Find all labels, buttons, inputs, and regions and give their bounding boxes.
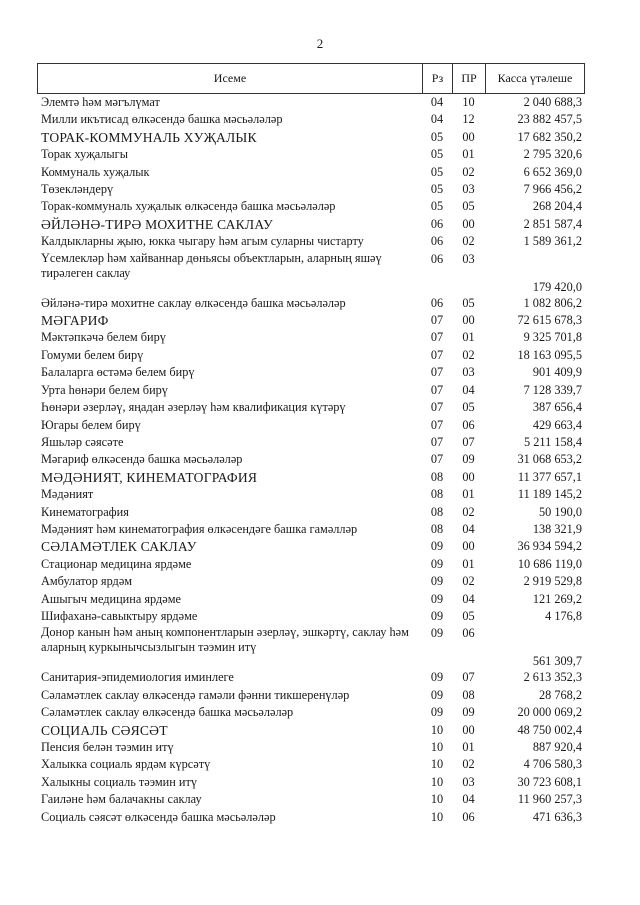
row-name: Төзекләндерү [41,182,114,197]
row-sum: 11 377 657,1 [517,469,582,484]
table-row [37,774,585,791]
row-sum: 387 656,4 [532,400,582,415]
row-name: Амбулатор ярдәм [41,574,133,589]
table-row [37,451,585,468]
row-sum: 2 919 529,8 [523,574,582,589]
row-pr: 03 [462,774,475,789]
row-sum: 48 750 002,4 [517,722,582,737]
row-pr: 04 [462,591,475,606]
table-row [37,181,585,198]
row-rz: 09 [430,608,444,623]
row-name: ӘЙЛӘНӘ-ТИРӘ МОХИТНЕ САКЛАУ [41,216,273,232]
row-name: Сәламәтлек саклау өлкәсендә башка мәсьәләләр [41,705,294,720]
row-name: Торак-коммуналь хуҗалык өлкәсендә башка мәсьәләләр [41,199,336,214]
row-name: Халыкка социаль ярдәм күрсәтү [41,757,211,772]
row-rz: 09 [430,626,444,641]
table-body [37,94,585,826]
row-pr: 00 [462,216,475,231]
row-rz: 08 [430,469,444,484]
row-rz: 10 [430,809,444,824]
row-pr: 05 [462,400,475,415]
header-sum: Касса үтәлеше [497,71,573,85]
row-rz: 07 [430,330,444,345]
row-pr: 01 [462,556,475,571]
row-pr: 02 [462,757,475,772]
table-row [37,739,585,756]
row-rz: 05 [430,164,444,179]
row-pr: 09 [462,452,475,467]
row-pr: 04 [462,792,475,807]
row-pr: 01 [462,740,475,754]
row-pr: 05 [462,199,475,214]
row-rz: 08 [430,487,444,502]
row-pr: 03 [462,251,475,266]
row-sum: 4 706 580,3 [523,757,582,772]
row-pr: 08 [462,687,475,702]
row-rz: 05 [430,147,444,162]
row-sum: 179 420,0 [532,279,582,294]
section-row [37,129,585,146]
table-row [37,164,585,181]
table-row [37,364,585,381]
row-pr: 05 [462,608,475,623]
row-rz: 04 [430,95,444,109]
page-number: 2 [316,36,324,51]
header-rz: Рз [423,64,453,93]
row-name: Донор канын һәм аның компонентларын әзерләү, эшкәртү, саклау һәм аларның куркынычсызлыгын тәэмин итү [41,625,409,655]
row-sum: 471 636,3 [532,809,582,824]
row-name: СӘЛАМӘТЛЕК САКЛАУ [41,539,197,555]
header-name: Исеме [38,64,423,93]
header-pr: ПР [453,64,486,93]
row-sum: 17 682 350,2 [517,129,582,144]
row-name: Коммуналь хуҗалык [41,164,150,179]
row-name: Гомуми белем бирү [41,347,144,362]
table-row [37,382,585,399]
row-name: Мәдәният [41,487,94,502]
row-sum: 2 040 688,3 [523,95,582,109]
row-pr: 00 [462,129,475,144]
row-pr: 00 [462,469,475,484]
table-row [37,625,585,669]
row-rz: 06 [430,216,444,231]
row-name: Халыкны социаль тәэмин итү [41,774,198,789]
row-pr: 02 [462,504,475,519]
row-pr: 02 [462,574,475,589]
budget-table [37,63,585,826]
row-sum: 5 211 158,4 [524,434,582,449]
row-name: Пенсия белән тәэмин итү [41,740,174,754]
row-name: Калдыкларны җыю, юкка чыгару һәм агым суларны чистарту [41,234,364,249]
row-name: ТОРАК-КОММУНАЛЬ ХУҖАЛЫК [41,129,257,145]
table-row [37,669,585,686]
row-rz: 10 [430,722,444,737]
row-name: Социаль сәясәт өлкәсендә башка мәсьәләләр [41,809,276,824]
table-row [37,295,585,312]
table-row [37,486,585,503]
section-row [37,722,585,739]
row-name: Мәдәният һәм кинематография өлкәсендәге башка гамәлләр [41,521,358,536]
section-row [37,469,585,486]
row-name: Мәгариф өлкәсендә башка мәсьәләләр [41,452,243,467]
row-name: Үсемлекләр һәм хайваннар дөньясы объектларын, аларның яшәү тирәлеген саклау [41,250,382,280]
section-row [37,312,585,329]
row-sum: 23 882 457,5 [517,112,582,127]
row-sum: 20 000 069,2 [517,705,582,720]
table-row [37,146,585,163]
row-sum: 138 321,9 [532,521,582,536]
row-pr: 01 [462,330,475,345]
table-header [37,63,585,94]
table-row [37,347,585,364]
row-name: МӘДӘНИЯТ, КИНЕМАТОГРАФИЯ [41,469,258,485]
row-sum: 1 082 806,2 [523,295,582,310]
row-rz: 07 [430,313,444,328]
row-pr: 04 [462,521,475,536]
row-rz: 07 [430,434,444,449]
row-rz: 05 [430,199,444,214]
row-pr: 06 [462,626,475,641]
row-sum: 11 960 257,3 [517,792,582,807]
row-sum: 429 663,4 [532,417,582,432]
row-rz: 10 [430,757,444,772]
table-row [37,573,585,590]
row-rz: 06 [430,295,444,310]
row-name: Балаларга өстәмә белем бирү [41,365,195,380]
row-name: Стационар медицина ярдәме [41,556,192,571]
table-row [37,233,585,250]
row-pr: 07 [462,434,475,449]
table-row [37,791,585,808]
row-pr: 04 [462,382,475,397]
row-rz: 07 [430,417,444,432]
row-name: Яшьләр сәясәте [41,434,124,449]
table-row [37,198,585,215]
row-pr: 06 [462,809,475,824]
row-pr: 03 [462,182,475,197]
row-rz: 10 [430,740,444,754]
row-name: Һөнәри әзерләү, яңадан әзерләү һәм квалификация күтәрү [41,400,346,415]
row-rz: 08 [430,504,444,519]
row-rz: 07 [430,452,444,467]
table-row [37,329,585,346]
row-pr: 07 [462,670,475,685]
row-rz: 07 [430,382,444,397]
row-pr: 01 [462,487,475,502]
row-name: Әйләнә-тирә мохитне саклау өлкәсендә башка мәсьәләләр [41,295,346,310]
row-name: Элемтә һәм мәгълүмат [41,95,160,109]
row-rz: 09 [430,591,444,606]
row-pr: 01 [462,147,475,162]
row-rz: 10 [430,792,444,807]
table-row [37,434,585,451]
row-sum: 28 768,2 [538,687,582,702]
table-row [37,251,585,295]
row-rz: 06 [430,251,444,266]
row-name: Мәктәпкәчә белем бирү [41,330,166,345]
table-row [37,504,585,521]
row-rz: 06 [430,234,444,249]
table-row [37,687,585,704]
table-row [37,809,585,826]
row-sum: 7 966 456,2 [523,182,582,197]
row-rz: 05 [430,182,444,197]
row-sum: 4 176,8 [545,608,582,623]
row-name: СОЦИАЛЬ СӘЯСӘТ [41,722,168,738]
row-pr: 06 [462,417,475,432]
row-name: МӘГАРИФ [41,313,109,329]
row-sum: 10 686 119,0 [517,556,582,571]
row-sum: 121 269,2 [532,591,582,606]
row-pr: 05 [462,295,475,310]
row-pr: 09 [462,705,475,720]
row-rz: 07 [430,365,444,380]
row-name: Шифаханә-савыктыру ярдәме [41,608,198,623]
row-sum: 36 934 594,2 [517,539,582,554]
row-pr: 02 [462,347,475,362]
row-sum: 2 851 587,4 [523,216,582,231]
table-row [37,556,585,573]
row-rz: 09 [430,687,444,702]
row-rz: 09 [430,574,444,589]
row-rz: 04 [430,112,444,127]
row-pr: 02 [462,234,475,249]
row-pr: 02 [462,164,475,179]
row-sum: 2 795 320,6 [523,147,582,162]
table-row [37,608,585,625]
row-sum: 561 309,7 [532,654,582,669]
row-sum: 30 723 608,1 [517,774,582,789]
row-pr: 03 [462,365,475,380]
section-row [37,538,585,555]
table-row [37,94,585,111]
row-sum: 72 615 678,3 [517,313,582,328]
row-sum: 901 409,9 [532,365,582,380]
row-rz: 07 [430,347,444,362]
section-row [37,216,585,233]
row-rz: 05 [430,129,444,144]
row-sum: 6 652 369,0 [523,164,582,179]
row-rz: 09 [430,705,444,720]
row-name: Милли икътисад өлкәсендә башка мәсьәләләр [41,112,283,127]
row-pr: 00 [462,722,475,737]
row-pr: 00 [462,539,475,554]
table-row [37,521,585,538]
row-sum: 268 204,4 [532,199,582,214]
row-rz: 10 [430,774,444,789]
table-row [37,704,585,721]
row-pr: 10 [462,95,475,109]
row-sum: 31 068 653,2 [517,452,582,467]
row-name: Гаиләне һәм балачакны саклау [41,792,202,807]
table-row [37,591,585,608]
row-sum: 50 190,0 [538,504,582,519]
row-pr: 12 [462,112,475,127]
row-name: Торак хуҗалыгы [41,147,128,162]
row-rz: 09 [430,670,444,685]
row-pr: 00 [462,313,475,328]
row-sum: 1 589 361,2 [523,234,582,249]
row-sum: 9 325 701,8 [523,330,582,345]
row-name: Кинематография [41,504,129,519]
row-sum: 18 163 095,5 [517,347,582,362]
row-rz: 09 [430,556,444,571]
row-name: Югары белем бирү [41,417,141,432]
row-rz: 07 [430,400,444,415]
row-rz: 09 [430,539,444,554]
row-sum: 7 128 339,7 [523,382,582,397]
table-row [37,417,585,434]
row-name: Урта һөнәри белем бирү [41,382,168,397]
row-name: Сәламәтлек саклау өлкәсендә гамәли фәнни тикшеренүләр [41,687,350,702]
row-name: Ашыгыч медицина ярдәме [41,591,181,606]
row-name: Санитария-эпидемиология иминлеге [41,670,234,685]
table-row [37,756,585,773]
row-sum: 11 189 145,2 [517,487,582,502]
row-sum: 2 613 352,3 [523,670,582,685]
row-sum: 887 920,4 [532,740,582,754]
table-row [37,111,585,128]
table-row [37,399,585,416]
row-rz: 08 [430,521,444,536]
